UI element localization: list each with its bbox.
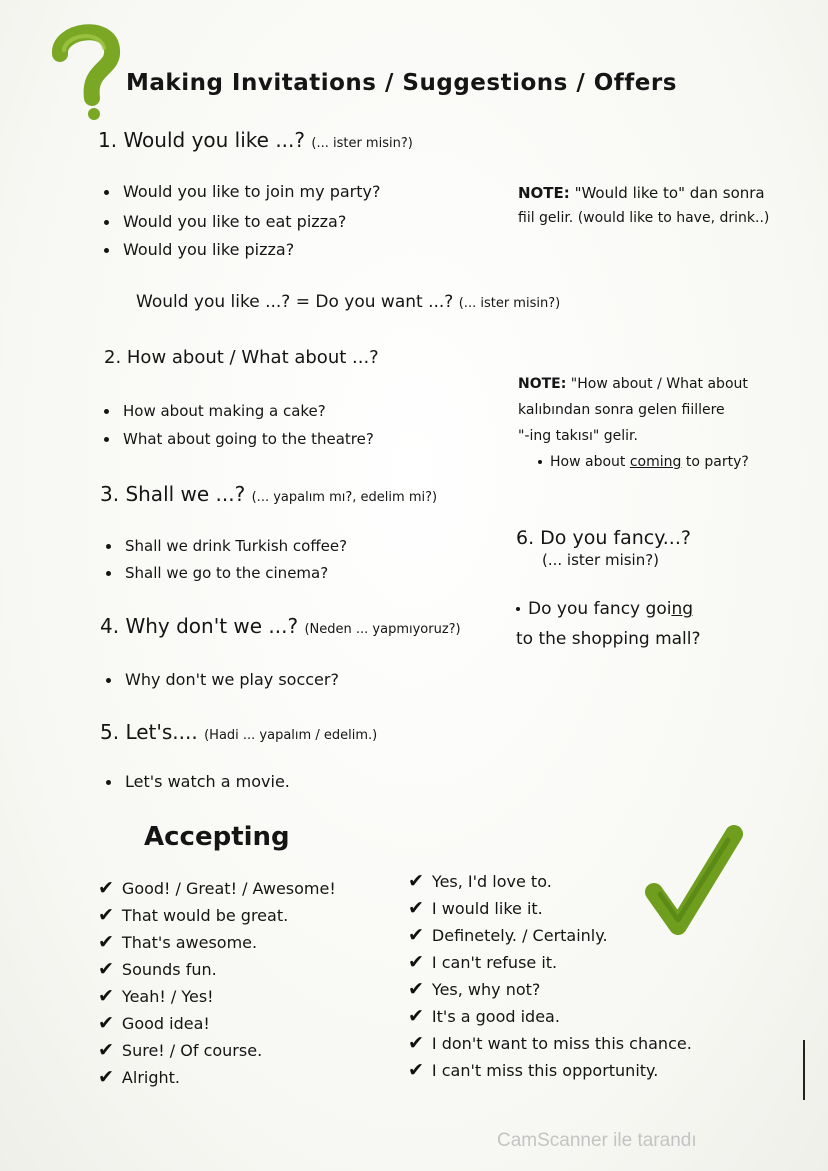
accepting-title: Accepting: [144, 822, 290, 852]
section-3-heading: 3. Shall we ...? (... yapalım mı?, edelim mi?): [100, 482, 438, 506]
section-2-note: NOTE: "How about / What about kalıbından sonra gelen fiillere "-ing takısı" gelir. How about coming to party?: [518, 376, 749, 470]
accepting-right-list: [408, 868, 692, 1084]
accepting-left-list: [98, 875, 336, 1091]
list-item: ✔ I can't refuse it.: [408, 951, 558, 973]
list-item: ✔ Yeah! / Yes!: [98, 985, 214, 1007]
list-item: ✔ Good idea!: [98, 1012, 210, 1034]
scanner-watermark: CamScanner ile tarandı: [497, 1130, 697, 1151]
section-1-heading: [98, 128, 413, 152]
section-5-heading: 5. Let's.... (Hadi ... yapalım / edelim.): [100, 720, 378, 744]
list-item: What about going to the theatre?: [104, 430, 374, 448]
section-1-heading-text: 1. Would you like ...?: [98, 128, 306, 152]
list-item: How about making a cake?: [104, 402, 326, 420]
list-item: ✔ Yes, I'd love to.: [408, 870, 552, 892]
list-item: Let's watch a movie.: [106, 772, 290, 791]
list-item: ✔ It's a good idea.: [408, 1005, 560, 1027]
list-item: Would you like to join my party?: [104, 182, 380, 201]
list-item: ✔ That's awesome.: [98, 931, 258, 953]
list-item: ✔ Alright.: [98, 1066, 180, 1088]
list-item: ✔ Sounds fun.: [98, 958, 217, 980]
list-item: ✔ I don't want to miss this chance.: [408, 1032, 692, 1054]
question-mark-icon: [50, 20, 130, 120]
list-item: ✔ Yes, why not?: [408, 978, 541, 1000]
section-2-heading: 2. How about / What about ...?: [104, 347, 379, 368]
section-6-example: Do you fancy going to the shopping mall?: [516, 599, 701, 649]
list-item: ✔ Sure! / Of course.: [98, 1039, 263, 1061]
list-item: ✔ I can't miss this opportunity.: [408, 1059, 659, 1081]
section-1-note: NOTE: "Would like to" dan sonra fiil gelir. (would like to have, drink..): [518, 184, 770, 226]
list-item: ✔ Definetely. / Certainly.: [408, 924, 608, 946]
list-item: Shall we go to the cinema?: [106, 564, 328, 582]
list-item: ✔ Good! / Great! / Awesome!: [98, 877, 336, 899]
section-6-heading: 6. Do you fancy...? (... ister misin?): [516, 527, 691, 569]
section-1-heading-note: (... ister misin?): [311, 136, 413, 151]
list-item: Shall we drink Turkish coffee?: [106, 537, 347, 555]
margin-line: [803, 1040, 805, 1100]
list-item: Would you like to eat pizza?: [104, 212, 346, 231]
page-title: Making Invitations / Suggestions / Offers: [126, 70, 677, 96]
list-item: ✔ That would be great.: [98, 904, 289, 926]
section-4-heading: 4. Why don't we ...? (Neden ... yapmıyoruz?): [100, 614, 461, 638]
list-item: ✔ I would like it.: [408, 897, 543, 919]
equivalence-line: Would you like ...? = Do you want ...? (... ister misin?): [136, 292, 561, 312]
list-item: Would you like pizza?: [104, 240, 294, 259]
list-item: Why don't we play soccer?: [106, 670, 339, 689]
